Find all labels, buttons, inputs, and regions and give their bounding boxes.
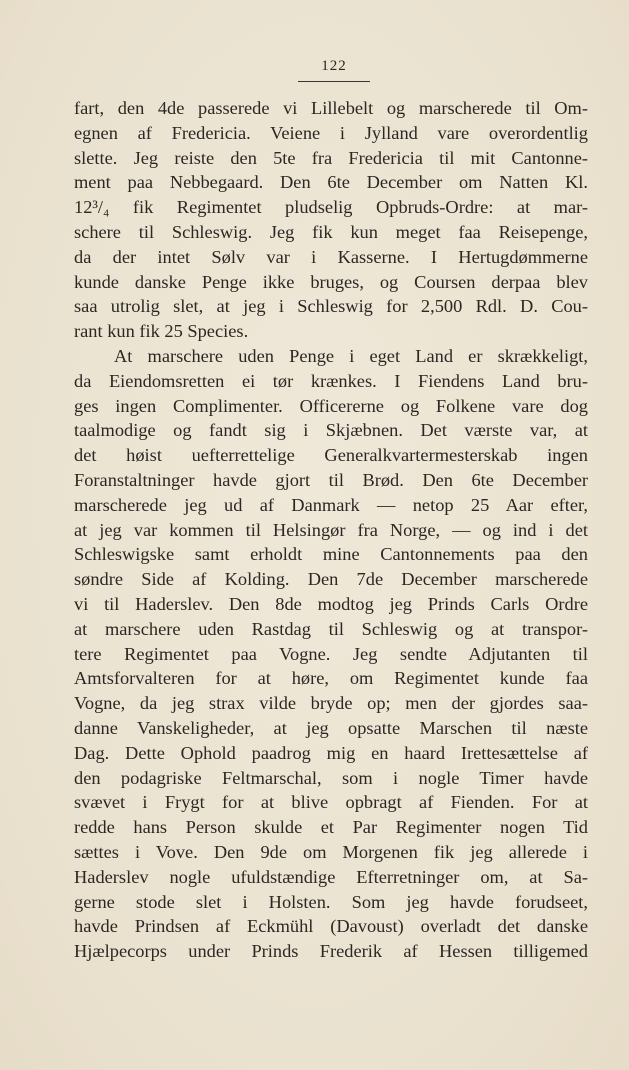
text-line: søndre Side af Kolding. Den 7de December marscherede <box>74 569 588 590</box>
text-line: at jeg var kommen til Helsingør fra Norge, — og ind i det <box>74 519 588 540</box>
text-line: rant kun fik 25 Species. <box>74 321 249 342</box>
text-line: vi til Haderslev. Den 8de modtog jeg Prinds Carls Ordre <box>74 593 588 614</box>
page-number-wrap <box>298 56 370 76</box>
text-line: da der intet Sølv var i Kasserne. I Hertugdømmerne <box>74 246 588 267</box>
text-line: at marschere uden Rastdag til Schleswig og at transpor- <box>74 618 588 639</box>
page-number: 122 <box>321 58 347 74</box>
text-line: redde hans Person skulde et Par Regimenter nogen Tid <box>74 817 588 838</box>
text-line: sættes i Vove. Den 9de om Morgenen fik jeg allerede i <box>74 841 588 862</box>
text-line: Schleswigske samt erholdt mine Cantonnements paa den <box>74 544 588 565</box>
text-line: schere til Schleswig. Jeg fik kun meget faa Reisepenge, <box>74 221 588 242</box>
text-line: tere Regimentet paa Vogne. Jeg sendte Adjutanten til <box>74 643 588 664</box>
text-line: marscherede jeg ud af Danmark — netop 25 Aar efter, <box>74 494 588 515</box>
text-line: ges ingen Complimenter. Officererne og Folkene vare dog <box>74 395 588 416</box>
text-line: Hjælpecorps under Prinds Frederik af Hessen tilligemed <box>74 941 588 962</box>
text-line: taalmodige og fandt sig i Skjæbnen. Det værste var, at <box>74 420 588 441</box>
text-line: fart, den 4de passerede vi Lillebelt og marscherede til Om- <box>74 98 588 118</box>
text-line: egnen af Fredericia. Veiene i Jylland vare overordentlig <box>74 122 588 143</box>
text-line: Dag. Dette Ophold paadrog mig en haard Irettesættelse af <box>74 742 588 763</box>
text-line: danne Vanskeligheder, at jeg opsatte Marschen til næste <box>74 717 588 738</box>
text-line: Haderslev nogle ufuldstændige Efterretninger om, at Sa- <box>74 866 588 887</box>
text-line: saa utrolig slet, at jeg i Schleswig for 2,500 Rdl. D. Cou- <box>74 296 588 317</box>
page-number-rule <box>298 81 370 82</box>
body-text <box>74 96 588 964</box>
text-line: slette. Jeg reiste den 5te fra Fredericia til mit Cantonne- <box>74 147 588 168</box>
text-line: Amtsforvalteren for at høre, om Regimentet kunde faa <box>74 668 588 689</box>
text-line: gerne stode slet i Holsten. Som jeg havde forudseet, <box>74 891 588 912</box>
text-line: svævet i Frygt for at blive opbragt af Fienden. For at <box>74 792 588 813</box>
text-line: havde Prindsen af Eckmühl (Davoust) overladt det danske <box>74 916 588 937</box>
text-line: ment paa Nebbegaard. Den 6te December om Natten Kl. <box>74 172 588 193</box>
text-line: Foranstaltninger havde gjort til Brød. Den 6te December <box>74 469 588 490</box>
text-line: 12³/₄ fik Regimentet pludselig Opbruds-Ordre: at mar- <box>74 197 588 218</box>
text-line: det høist uefterrettelige Generalkvartermesterskab ingen <box>74 445 588 466</box>
text-line: At marschere uden Penge i eget Land er skrækkeligt, <box>114 345 588 366</box>
text-line: da Eiendomsretten ei tør krænkes. I Fiendens Land bru- <box>74 370 588 391</box>
text-line: Vogne, da jeg strax vilde bryde op; men der gjordes saa- <box>74 693 588 714</box>
text-line: den podagriske Feltmarschal, som i nogle Timer havde <box>74 767 588 788</box>
text-line: kunde danske Penge ikke bruges, og Coursen derpaa blev <box>74 271 588 292</box>
